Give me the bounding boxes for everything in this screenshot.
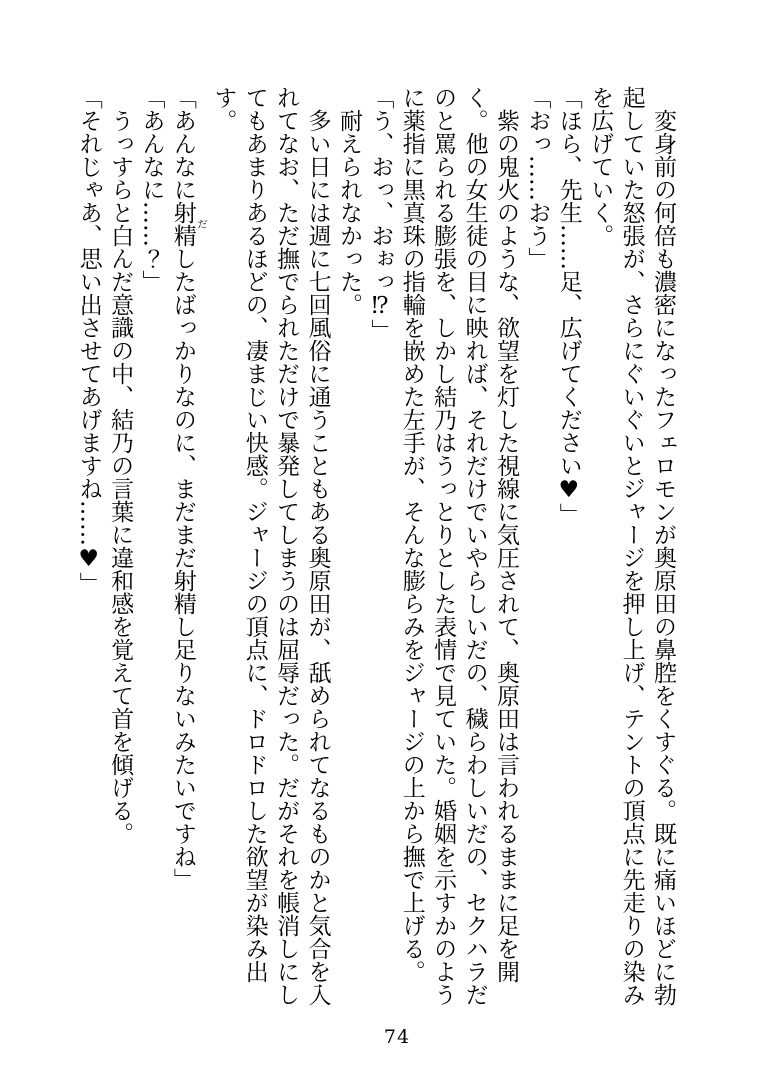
- narrative-paragraph: 紫の鬼火のような、欲望を灯した視線に気圧されて、奥原田は言われるままに足を開く。他の女生徒の目に映れば、それだけでいやらしいだの、穢らわしいだの、セクハラだのと罵られる膨張を、しかし結乃はうっとりとした表情で見ていた。婚姻を示すかのように薬指に黒真珠の指輪を嵌めた左手が、そんな膨らみをジャージの上から撫で上げる。: [398, 86, 519, 1006]
- vertical-text-body: [75, 86, 678, 1010]
- dialogue-paragraph: 「あんなに……？」: [138, 86, 165, 293]
- dialogue-paragraph: 「おっ……おう」: [524, 86, 551, 270]
- dialogue-paragraph: 「あんなに射精 だしたばっかりなのに、まだまだ射精し足りないみたいですね」: [169, 86, 207, 891]
- page-number: 74: [383, 1026, 411, 1048]
- dialogue-paragraph: 「それじゃあ、思い出させてあげますね……♥」: [75, 86, 102, 595]
- dialogue-paragraph: 「ほら、先生……足、広げてください♥」: [555, 86, 582, 526]
- dialogue-paragraph: 「う、おっ、おぉっ⁉」: [367, 86, 394, 342]
- narrative-paragraph: 多い日には週に七回風俗に通うこともある奥原田が、舐められてなるものかと気合を入れてなお、ただ撫でられただけで暴発してしまうのは屈辱だった。だがそれを帳消しにしてもあまりあるほどの、凄まじい快感。ジャージの頂点に、ドロドロした欲望が染み出す。: [210, 86, 331, 1006]
- furigana-ruby: 射精 だ: [169, 201, 207, 247]
- narrative-paragraph: 変身前の何倍も濃密になったフェロモンが奥原田の鼻腔をくすぐる。既に痛いほどに勃起していた怒張が、さらにぐいぐいとジャージを押し上げ、テントの頂点に先走りの染みを広げていく。: [587, 86, 676, 1006]
- narrative-paragraph: 耐えられなかった。: [335, 109, 362, 316]
- narrative-paragraph: うっすらと白んだ意識の中、結乃の言葉に違和感を覚えて首を傾げる。: [107, 109, 134, 845]
